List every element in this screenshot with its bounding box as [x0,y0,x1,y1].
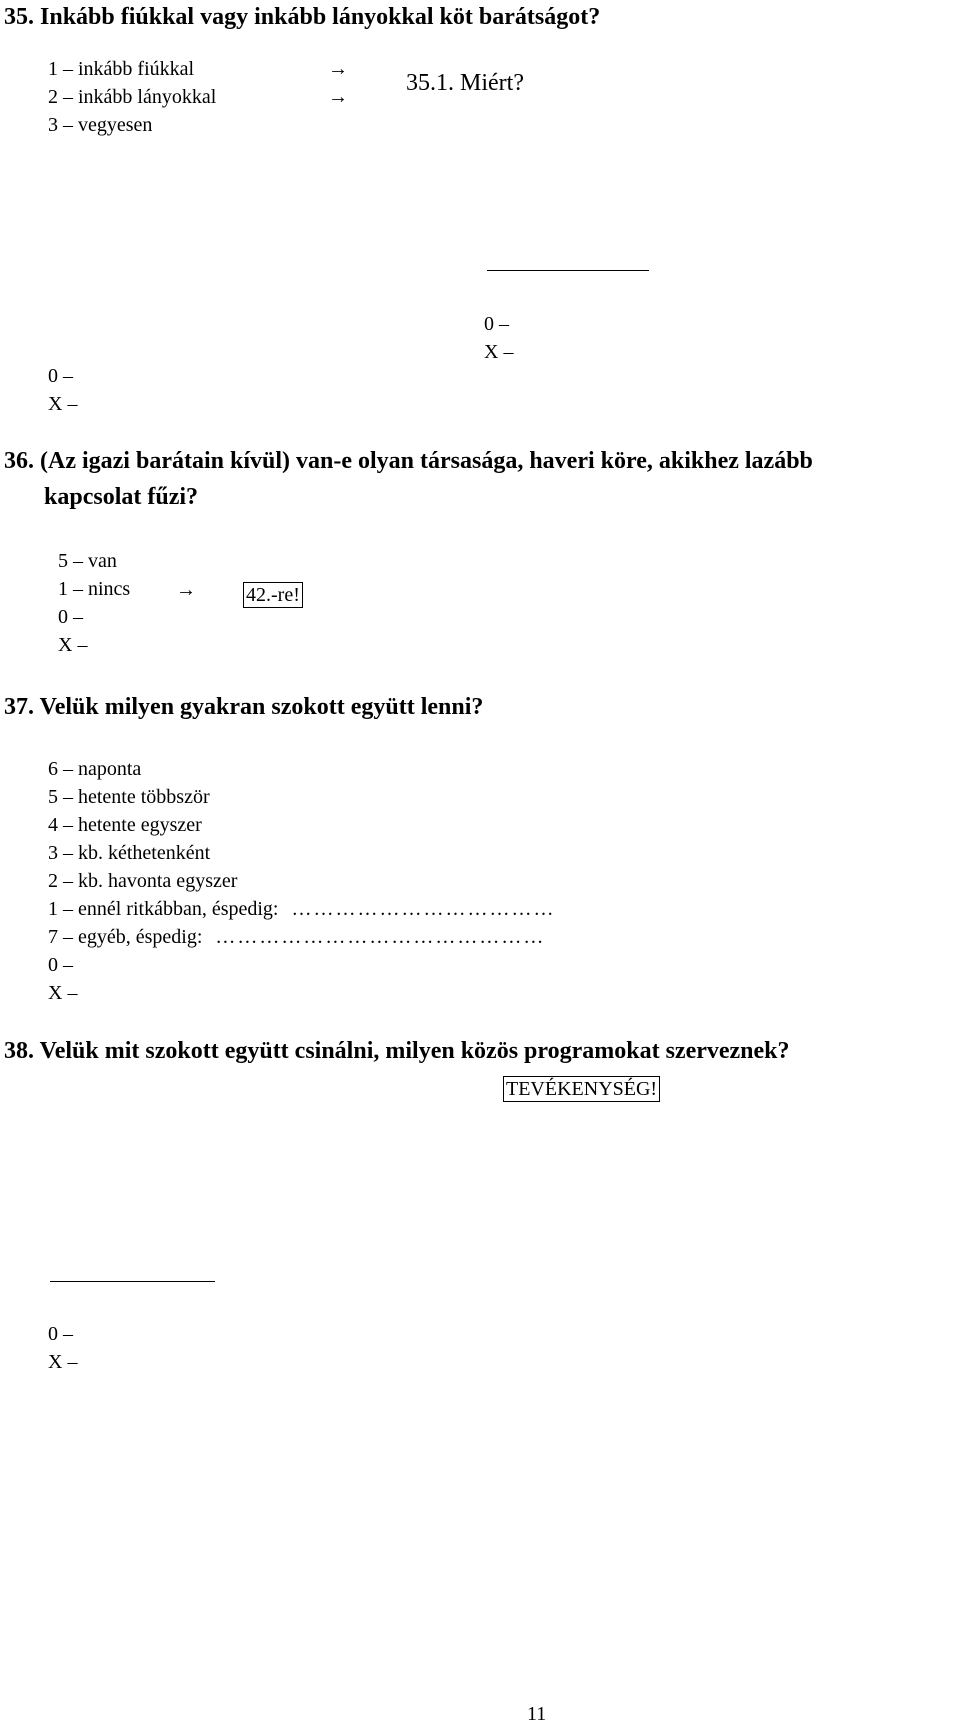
arrow-icon: → [176,579,196,601]
q35-option-1: 1 – inkább fiúkkal [48,58,195,80]
q37-option-1 [48,895,556,923]
activity-instruction: TEVÉKENYSÉG! [503,1076,660,1102]
question-36-title-line2: kapcsolat fűzi? [44,484,199,510]
q35-code-x: X – [48,393,78,415]
q37-option-7-label: 7 – egyéb, éspedig: [48,926,203,948]
answer-line [50,1281,215,1282]
arrow-icon: → [328,58,348,80]
q37-code-0: 0 – [48,954,73,976]
q37-code-x: X – [48,982,78,1004]
q37-option-5: 5 – hetente többször [48,786,210,808]
q35-1-code-0: 0 – [484,313,509,335]
q37-option-7 [48,923,545,951]
page-number: 11 [527,1703,547,1725]
fill-in-dots: ……………………………… [291,898,556,920]
q35-option-2: 2 – inkább lányokkal [48,86,217,108]
q37-option-3: 3 – kb. kéthetenként [48,842,211,864]
answer-line [487,270,649,271]
q36-code-x: X – [58,634,88,656]
q38-code-x: X – [48,1351,78,1373]
skip-instruction: 42.-re! [243,582,303,608]
fill-in-dots: ……………………………………… [215,926,546,948]
q37-option-6: 6 – naponta [48,758,142,780]
q36-code-0: 0 – [58,606,83,628]
question-35-title: 35. Inkább fiúkkal vagy inkább lányokkal köt barátságot? [4,4,601,30]
q37-option-4: 4 – hetente egyszer [48,814,202,836]
q35-code-0: 0 – [48,365,73,387]
q37-option-2: 2 – kb. havonta egyszer [48,870,238,892]
q36-option-nincs: 1 – nincs [58,578,131,600]
q38-code-0: 0 – [48,1323,73,1345]
q37-option-1-label: 1 – ennél ritkábban, éspedig: [48,898,279,920]
q35-option-3: 3 – vegyesen [48,114,153,136]
q35-1-code-x: X – [484,341,514,363]
arrow-icon: → [328,86,348,108]
question-36-title-line1: 36. (Az igazi barátain kívül) van-e olyan társasága, haveri köre, akikhez lazább [4,448,813,474]
question-38-title: 38. Velük mit szokott együtt csinálni, milyen közös programokat szerveznek? [4,1038,790,1064]
question-35-1-title: 35.1. Miért? [406,70,524,96]
q36-option-van: 5 – van [58,550,117,572]
question-37-title: 37. Velük milyen gyakran szokott együtt lenni? [4,694,484,720]
